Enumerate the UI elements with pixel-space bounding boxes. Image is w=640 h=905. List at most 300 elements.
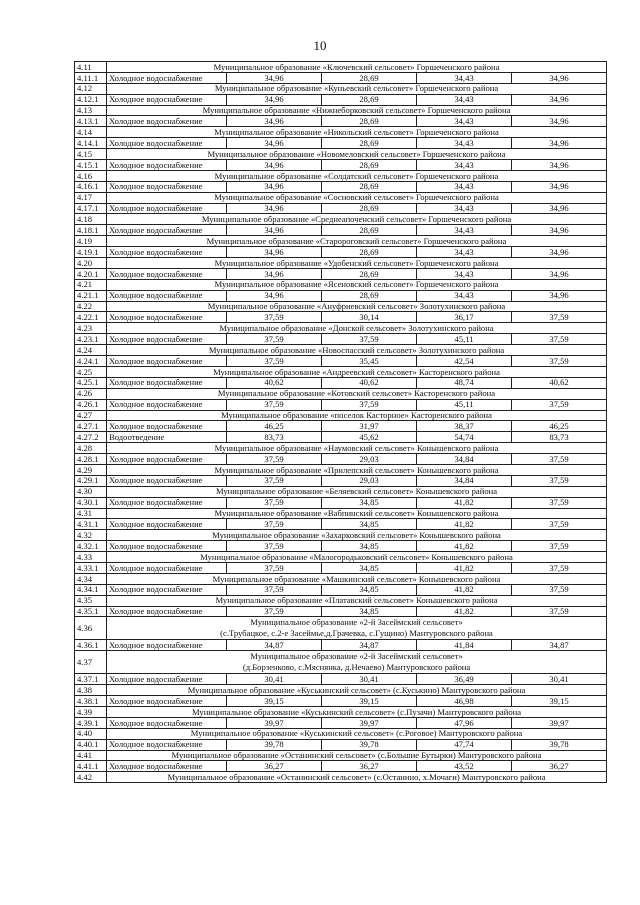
row-code: 4.31 xyxy=(75,508,107,519)
row-code: 4.12.1 xyxy=(75,94,107,105)
tariff-value-v2: 34,85 xyxy=(322,606,417,617)
section-header-row xyxy=(75,83,607,94)
tariff-value-v3: 41,82 xyxy=(417,584,512,595)
row-code: 4.30.1 xyxy=(75,497,107,508)
row-code: 4.22.1 xyxy=(75,312,107,323)
tariff-value-v4: 37,59 xyxy=(512,312,607,323)
tariff-value-v4: 34,96 xyxy=(512,203,607,214)
row-code: 4.36 xyxy=(75,617,107,640)
row-code: 4.27 xyxy=(75,410,107,421)
tariff-value-v3: 46,98 xyxy=(417,696,512,707)
service-name: Холодное водоснабжение xyxy=(107,268,227,279)
tariff-value-v4: 37,59 xyxy=(512,334,607,345)
tariff-value-v1: 37,59 xyxy=(227,584,322,595)
municipality-name-line: Муниципальное образование «Останинский сельсовет» (с.Останино, х.Мочаги) Мантуровского района xyxy=(167,771,546,782)
service-name: Холодное водоснабжение xyxy=(107,356,227,367)
service-name: Холодное водоснабжение xyxy=(107,247,227,258)
section-header-row xyxy=(75,105,607,116)
tariff-value-v3: 34,43 xyxy=(417,94,512,105)
municipality-name xyxy=(107,552,607,563)
service-name: Холодное водоснабжение xyxy=(107,421,227,432)
tariff-value-v1: 34,96 xyxy=(227,290,322,301)
municipality-name-line: Муниципальное образование «Никольский сельсовет» Горшеченского района xyxy=(214,126,499,137)
tariff-value-v3: 34,43 xyxy=(417,138,512,149)
row-code: 4.19.1 xyxy=(75,247,107,258)
tariff-row xyxy=(75,290,607,301)
row-code: 4.27.1 xyxy=(75,421,107,432)
tariff-value-v1: 37,59 xyxy=(227,497,322,508)
tariff-value-v2: 28,69 xyxy=(322,94,417,105)
row-code: 4.16 xyxy=(75,170,107,181)
tariff-value-v3: 41,82 xyxy=(417,562,512,573)
tariff-row xyxy=(75,116,607,127)
row-code: 4.21.1 xyxy=(75,290,107,301)
service-name: Холодное водоснабжение xyxy=(107,181,227,192)
tariff-value-v3: 42,54 xyxy=(417,356,512,367)
tariff-value-v3: 41,82 xyxy=(417,541,512,552)
section-header-row xyxy=(75,464,607,475)
tariff-row xyxy=(75,399,607,410)
tariff-value-v2: 28,69 xyxy=(322,181,417,192)
tariff-value-v3: 41,82 xyxy=(417,497,512,508)
municipality-name-line: Муниципальное образование «Куськинский сельсовет» (с.Роговое) Мантуровского района xyxy=(190,728,523,739)
tariff-row xyxy=(75,497,607,508)
section-header-row xyxy=(75,617,607,640)
tariff-row xyxy=(75,454,607,465)
service-name: Холодное водоснабжение xyxy=(107,72,227,83)
tariff-value-v1: 40,62 xyxy=(227,377,322,388)
tariff-row xyxy=(75,356,607,367)
section-header-row xyxy=(75,530,607,541)
tariff-value-v3: 34,43 xyxy=(417,290,512,301)
tariff-value-v4: 34,96 xyxy=(512,225,607,236)
tariff-row xyxy=(75,541,607,552)
tariff-value-v2: 35,45 xyxy=(322,356,417,367)
tariff-value-v4: 34,96 xyxy=(512,72,607,83)
row-code: 4.39.1 xyxy=(75,717,107,728)
service-name: Холодное водоснабжение xyxy=(107,562,227,573)
tariff-row xyxy=(75,247,607,258)
tariff-value-v3: 43,52 xyxy=(417,761,512,772)
tariff-row xyxy=(75,562,607,573)
service-name: Холодное водоснабжение xyxy=(107,475,227,486)
row-code: 4.23 xyxy=(75,323,107,334)
municipality-name-line-2: (д.Борзенково, с.Мяснянка, д.Нечаево) Мантуровского района xyxy=(242,662,471,673)
municipality-name-line: Муниципальное образование «Малогородьковский сельсовет» Конышевского района xyxy=(200,551,513,562)
tariff-value-v1: 34,96 xyxy=(227,94,322,105)
municipality-name-line: Муниципальное образование «поселок Касторное» Касторенского района xyxy=(221,410,492,421)
municipality-name xyxy=(107,258,607,269)
tariff-value-v1: 34,96 xyxy=(227,225,322,236)
municipality-name-line: Муниципальное образование «Нижнеборковский сельсовет» Горшеченского района xyxy=(202,105,511,116)
row-code: 4.23.1 xyxy=(75,334,107,345)
row-code: 4.25.1 xyxy=(75,377,107,388)
tariff-row xyxy=(75,334,607,345)
municipality-name xyxy=(107,279,607,290)
service-name: Холодное водоснабжение xyxy=(107,584,227,595)
municipality-name-line: Муниципальное образование «Наумовский сельсовет» Конышевского района xyxy=(214,442,499,453)
tariff-value-v4: 34,96 xyxy=(512,160,607,171)
service-name: Холодное водоснабжение xyxy=(107,606,227,617)
municipality-name xyxy=(107,345,607,356)
tariff-row xyxy=(75,696,607,707)
tariff-value-v1: 30,41 xyxy=(227,674,322,685)
section-header-row xyxy=(75,149,607,160)
row-code: 4.38.1 xyxy=(75,696,107,707)
row-code: 4.39 xyxy=(75,706,107,717)
municipality-name-line: Муниципальное образование «2-й Засеймский сельсовет» xyxy=(250,651,463,662)
tariff-value-v4: 34,96 xyxy=(512,181,607,192)
tariff-value-v2: 31,97 xyxy=(322,421,417,432)
row-code: 4.42 xyxy=(75,772,107,783)
tariff-value-v2: 39,78 xyxy=(322,739,417,750)
section-header-row xyxy=(75,750,607,761)
municipality-name xyxy=(107,772,607,783)
tariff-value-v1: 34,96 xyxy=(227,247,322,258)
section-header-row xyxy=(75,345,607,356)
tariff-value-v4: 39,78 xyxy=(512,739,607,750)
tariff-value-v1: 34,96 xyxy=(227,268,322,279)
municipality-name xyxy=(107,750,607,761)
row-code: 4.30 xyxy=(75,486,107,497)
section-header-row xyxy=(75,366,607,377)
row-code: 4.14 xyxy=(75,127,107,138)
tariff-row xyxy=(75,475,607,486)
row-code: 4.31.1 xyxy=(75,519,107,530)
tariff-value-v2: 28,69 xyxy=(322,116,417,127)
tariff-value-v4: 34,96 xyxy=(512,116,607,127)
tariff-value-v3: 54,74 xyxy=(417,432,512,443)
tariff-value-v3: 36,17 xyxy=(417,312,512,323)
tariff-value-v2: 40,62 xyxy=(322,377,417,388)
row-code: 4.17.1 xyxy=(75,203,107,214)
tariff-value-v2: 28,69 xyxy=(322,247,417,258)
municipality-name xyxy=(107,728,607,739)
tariff-value-v4: 39,15 xyxy=(512,696,607,707)
tariff-value-v4: 37,59 xyxy=(512,399,607,410)
tariff-value-v1: 37,59 xyxy=(227,399,322,410)
tariff-value-v2: 34,85 xyxy=(322,519,417,530)
tariff-row xyxy=(75,519,607,530)
tariff-row xyxy=(75,640,607,651)
tariff-value-v4: 36,27 xyxy=(512,761,607,772)
tariff-table-body xyxy=(75,62,607,783)
section-header-row xyxy=(75,595,607,606)
municipality-name xyxy=(107,651,607,674)
row-code: 4.40.1 xyxy=(75,739,107,750)
row-code: 4.34.1 xyxy=(75,584,107,595)
municipality-name-line: Муниципальное образование «Новомеловский сельсовет» Горшеченского района xyxy=(207,148,506,159)
row-code: 4.29 xyxy=(75,464,107,475)
row-code: 4.18.1 xyxy=(75,225,107,236)
municipality-name xyxy=(107,486,607,497)
tariff-value-v1: 34,96 xyxy=(227,138,322,149)
tariff-value-v2: 37,59 xyxy=(322,334,417,345)
tariff-value-v3: 34,43 xyxy=(417,181,512,192)
row-code: 4.28 xyxy=(75,443,107,454)
tariff-value-v2: 39,15 xyxy=(322,696,417,707)
tariff-value-v3: 34,43 xyxy=(417,203,512,214)
tariff-value-v1: 37,59 xyxy=(227,356,322,367)
tariff-value-v3: 45,11 xyxy=(417,334,512,345)
tariff-value-v4: 83,73 xyxy=(512,432,607,443)
service-name: Холодное водоснабжение xyxy=(107,377,227,388)
tariff-value-v2: 28,69 xyxy=(322,225,417,236)
municipality-name-line: Муниципальное образование «Останинский сельсовет» (с.Большие Бутырки) Мантуровского района xyxy=(171,750,542,761)
row-code: 4.33 xyxy=(75,552,107,563)
municipality-name-line: Муниципальное образование «Удобенский сельсовет» Горшеченского района xyxy=(214,257,499,268)
row-code: 4.17 xyxy=(75,192,107,203)
municipality-name-line: Муниципальное образование «Прилепский сельсовет» Конышевского района xyxy=(214,464,499,475)
row-code: 4.12 xyxy=(75,83,107,94)
municipality-name-line: Муниципальное образование «Донской сельсовет» Золотухинского района xyxy=(219,323,494,334)
municipality-name-line: Муниципальное образование «2-й Засеймский сельсовет» xyxy=(250,617,463,628)
row-code: 4.32 xyxy=(75,530,107,541)
row-code: 4.29.1 xyxy=(75,475,107,486)
municipality-name-line: Муниципальное образование «Новоспасский сельсовет» Золотухинского района xyxy=(208,344,505,355)
row-code: 4.15.1 xyxy=(75,160,107,171)
service-name: Холодное водоснабжение xyxy=(107,290,227,301)
tariff-value-v2: 37,59 xyxy=(322,399,417,410)
municipality-name-line: Муниципальное образование «Вабпинский сельсовет» Конышевского района xyxy=(214,508,499,519)
section-header-row xyxy=(75,443,607,454)
row-code: 4.35 xyxy=(75,595,107,606)
municipality-name xyxy=(107,366,607,377)
tariff-value-v3: 34,43 xyxy=(417,116,512,127)
tariff-value-v2: 30,14 xyxy=(322,312,417,323)
section-header-row xyxy=(75,279,607,290)
municipality-name xyxy=(107,388,607,399)
tariff-value-v4: 37,59 xyxy=(512,519,607,530)
tariff-value-v3: 45,11 xyxy=(417,399,512,410)
municipality-name-line: Муниципальное образование «Захарковский сельсовет» Конышевского района xyxy=(212,529,501,540)
section-header-row xyxy=(75,706,607,717)
service-name: Холодное водоснабжение xyxy=(107,761,227,772)
tariff-value-v3: 47,74 xyxy=(417,739,512,750)
service-name: Холодное водоснабжение xyxy=(107,312,227,323)
tariff-value-v4: 37,59 xyxy=(512,606,607,617)
tariff-value-v1: 34,96 xyxy=(227,203,322,214)
municipality-name xyxy=(107,617,607,640)
tariff-value-v1: 37,59 xyxy=(227,334,322,345)
section-header-row xyxy=(75,323,607,334)
tariff-value-v2: 29,03 xyxy=(322,454,417,465)
tariff-value-v3: 34,84 xyxy=(417,454,512,465)
tariff-table xyxy=(74,61,607,783)
tariff-value-v1: 34,96 xyxy=(227,116,322,127)
row-code: 4.11 xyxy=(75,62,107,73)
municipality-name-line: Муниципальное образование «Среднеапоченский сельсовет» Горшеченского района xyxy=(201,214,512,225)
tariff-value-v2: 28,69 xyxy=(322,203,417,214)
municipality-name xyxy=(107,149,607,160)
municipality-name-line: Муниципальное образование «Платавский сельсовет» Конышевского района xyxy=(215,595,498,606)
tariff-value-v1: 34,96 xyxy=(227,181,322,192)
tariff-value-v2: 28,69 xyxy=(322,72,417,83)
section-header-row xyxy=(75,651,607,674)
tariff-value-v1: 37,59 xyxy=(227,312,322,323)
service-name: Холодное водоснабжение xyxy=(107,334,227,345)
municipality-name-line: Муниципальное образование «Ануфриевский сельсовет» Золотухинского района xyxy=(207,301,506,312)
tariff-row xyxy=(75,739,607,750)
municipality-name xyxy=(107,573,607,584)
tariff-value-v3: 41,82 xyxy=(417,519,512,530)
row-code: 4.26.1 xyxy=(75,399,107,410)
tariff-value-v1: 34,96 xyxy=(227,72,322,83)
tariff-value-v4: 39,97 xyxy=(512,717,607,728)
section-header-row xyxy=(75,552,607,563)
tariff-value-v3: 38,37 xyxy=(417,421,512,432)
tariff-value-v1: 36,27 xyxy=(227,761,322,772)
tariff-value-v4: 34,96 xyxy=(512,290,607,301)
municipality-name-line: Муниципальное образование «Андреевский сельсовет» Касторенского района xyxy=(213,366,500,377)
tariff-value-v1: 37,59 xyxy=(227,606,322,617)
service-name: Холодное водоснабжение xyxy=(107,203,227,214)
tariff-row xyxy=(75,421,607,432)
service-name: Холодное водоснабжение xyxy=(107,541,227,552)
municipality-name-line: Муниципальное образование «Куськинский сельсовет» (с.Куськино) Мантуровского района xyxy=(187,684,526,695)
service-name: Холодное водоснабжение xyxy=(107,399,227,410)
tariff-value-v4: 34,96 xyxy=(512,94,607,105)
row-code: 4.11.1 xyxy=(75,72,107,83)
row-code: 4.24 xyxy=(75,345,107,356)
municipality-name-line: Муниципальное образование «Котовский сельсовет» Касторенского района xyxy=(217,388,496,399)
section-header-row xyxy=(75,192,607,203)
tariff-value-v4: 37,59 xyxy=(512,562,607,573)
row-code: 4.33.1 xyxy=(75,562,107,573)
municipality-name xyxy=(107,170,607,181)
tariff-value-v2: 29,03 xyxy=(322,475,417,486)
municipality-name xyxy=(107,410,607,421)
municipality-name xyxy=(107,62,607,73)
municipality-name xyxy=(107,323,607,334)
municipality-name xyxy=(107,192,607,203)
tariff-value-v1: 37,59 xyxy=(227,541,322,552)
section-header-row xyxy=(75,772,607,783)
municipality-name xyxy=(107,301,607,312)
municipality-name-line: Муниципальное образование «Машкинский сельсовет» Конышевского района xyxy=(212,573,501,584)
service-name: Холодное водоснабжение xyxy=(107,225,227,236)
service-name: Холодное водоснабжение xyxy=(107,138,227,149)
row-code: 4.40 xyxy=(75,728,107,739)
tariff-row xyxy=(75,674,607,685)
section-header-row xyxy=(75,410,607,421)
tariff-value-v3: 36,49 xyxy=(417,674,512,685)
row-code: 4.22 xyxy=(75,301,107,312)
row-code: 4.38 xyxy=(75,685,107,696)
tariff-value-v3: 48,74 xyxy=(417,377,512,388)
municipality-name xyxy=(107,508,607,519)
tariff-row xyxy=(75,138,607,149)
row-code: 4.18 xyxy=(75,214,107,225)
tariff-value-v4: 37,59 xyxy=(512,356,607,367)
municipality-name-line: Муниципальное образование «Солдатский сельсовет» Горшеченского района xyxy=(214,170,499,181)
tariff-value-v1: 37,59 xyxy=(227,519,322,530)
row-code: 4.25 xyxy=(75,366,107,377)
tariff-row xyxy=(75,203,607,214)
municipality-name xyxy=(107,236,607,247)
row-code: 4.28.1 xyxy=(75,454,107,465)
tariff-value-v3: 34,43 xyxy=(417,247,512,258)
tariff-value-v2: 28,69 xyxy=(322,268,417,279)
municipality-name xyxy=(107,443,607,454)
tariff-row xyxy=(75,606,607,617)
row-code: 4.35.1 xyxy=(75,606,107,617)
service-name: Холодное водоснабжение xyxy=(107,640,227,651)
section-header-row xyxy=(75,486,607,497)
row-code: 4.41 xyxy=(75,750,107,761)
tariff-value-v1: 46,25 xyxy=(227,421,322,432)
tariff-row xyxy=(75,94,607,105)
row-code: 4.41.1 xyxy=(75,761,107,772)
row-code: 4.21 xyxy=(75,279,107,290)
tariff-value-v2: 39,97 xyxy=(322,717,417,728)
tariff-row xyxy=(75,225,607,236)
row-code: 4.15 xyxy=(75,149,107,160)
municipality-name xyxy=(107,595,607,606)
tariff-value-v1: 37,59 xyxy=(227,454,322,465)
tariff-value-v3: 34,43 xyxy=(417,72,512,83)
service-name: Холодное водоснабжение xyxy=(107,519,227,530)
tariff-value-v4: 37,59 xyxy=(512,541,607,552)
tariff-row xyxy=(75,312,607,323)
municipality-name-line: Муниципальное образование «Куньевский сельсовет» Горшеченского района xyxy=(214,83,499,94)
tariff-value-v1: 37,59 xyxy=(227,562,322,573)
section-header-row xyxy=(75,170,607,181)
municipality-name xyxy=(107,530,607,541)
municipality-name-line: Муниципальное образование «Ясеновский сельсовет» Горшеченского района xyxy=(214,279,499,290)
municipality-name-line: Муниципальное образование «Куськинский сельсовет» (с.Пузачи) Мантуровского района xyxy=(191,706,522,717)
tariff-value-v2: 36,27 xyxy=(322,761,417,772)
municipality-name xyxy=(107,127,607,138)
section-header-row xyxy=(75,214,607,225)
tariff-value-v1: 37,59 xyxy=(227,475,322,486)
tariff-value-v4: 40,62 xyxy=(512,377,607,388)
tariff-value-v2: 34,85 xyxy=(322,497,417,508)
municipality-name xyxy=(107,464,607,475)
tariff-value-v1: 83,73 xyxy=(227,432,322,443)
page-number: 10 xyxy=(313,38,327,53)
service-name: Холодное водоснабжение xyxy=(107,454,227,465)
tariff-value-v4: 37,59 xyxy=(512,454,607,465)
tariff-row xyxy=(75,761,607,772)
row-code: 4.32.1 xyxy=(75,541,107,552)
section-header-row xyxy=(75,508,607,519)
tariff-value-v4: 34,96 xyxy=(512,138,607,149)
tariff-value-v2: 28,69 xyxy=(322,160,417,171)
section-header-row xyxy=(75,127,607,138)
section-header-row xyxy=(75,301,607,312)
tariff-row xyxy=(75,181,607,192)
row-code: 4.14.1 xyxy=(75,138,107,149)
tariff-value-v3: 34,43 xyxy=(417,160,512,171)
tariff-row xyxy=(75,432,607,443)
tariff-row xyxy=(75,377,607,388)
row-code: 4.20 xyxy=(75,258,107,269)
municipality-name xyxy=(107,105,607,116)
service-name: Холодное водоснабжение xyxy=(107,116,227,127)
service-name: Водоотведение xyxy=(107,432,227,443)
tariff-value-v4: 46,25 xyxy=(512,421,607,432)
tariff-row xyxy=(75,160,607,171)
row-code: 4.19 xyxy=(75,236,107,247)
row-code: 4.24.1 xyxy=(75,356,107,367)
row-code: 4.26 xyxy=(75,388,107,399)
tariff-value-v2: 45,62 xyxy=(322,432,417,443)
row-code: 4.27.2 xyxy=(75,432,107,443)
service-name: Холодное водоснабжение xyxy=(107,739,227,750)
tariff-value-v4: 34,96 xyxy=(512,268,607,279)
section-header-row xyxy=(75,573,607,584)
